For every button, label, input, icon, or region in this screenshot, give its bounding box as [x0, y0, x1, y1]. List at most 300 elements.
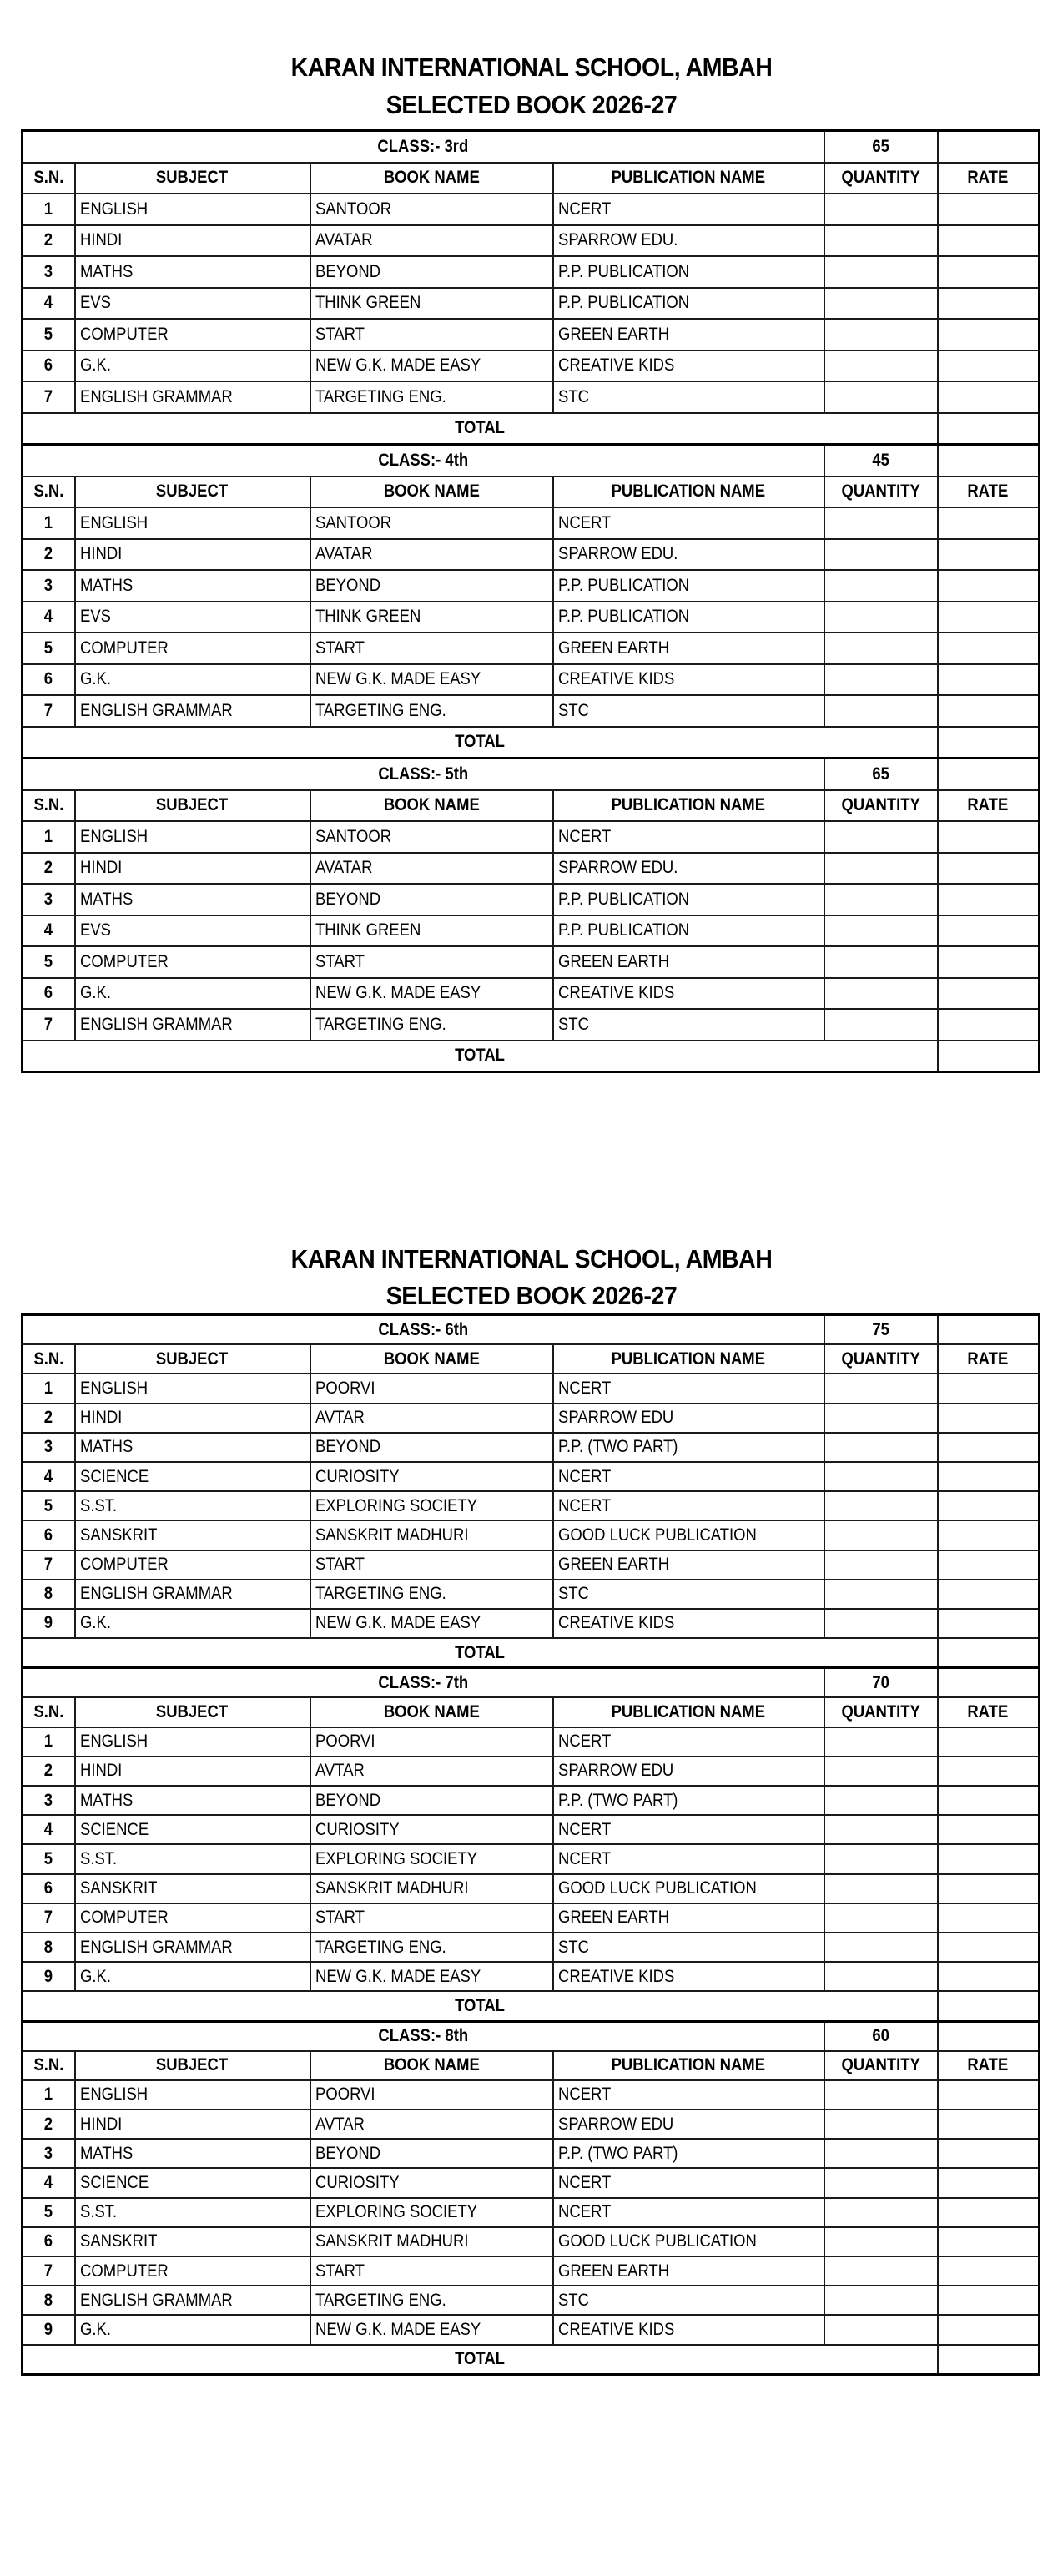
subject-cell-text: ENGLISH GRAMMAR: [79, 386, 233, 406]
table-row: [23, 1462, 1040, 1491]
table-row: [23, 507, 1040, 539]
publication-cell-text: CREATIVE KIDS: [557, 2319, 674, 2339]
serial-number-text: 6: [44, 983, 53, 1003]
subject-cell: [75, 2080, 310, 2110]
table-row: [23, 539, 1040, 571]
serial-number: [23, 1580, 75, 1609]
publication-cell: [553, 1374, 824, 1403]
serial-number: [23, 288, 75, 320]
book-name-cell: [310, 319, 553, 350]
class-rate-cell: [938, 445, 1040, 476]
serial-number: [23, 350, 75, 382]
subject-cell-text: HINDI: [79, 2114, 122, 2134]
serial-number-text: 5: [44, 1495, 53, 1515]
serial-number: [23, 915, 75, 947]
publication-cell-text: P.P. PUBLICATION: [557, 920, 689, 940]
serial-number-text: 7: [44, 1555, 53, 1575]
quantity-cell: [824, 350, 938, 382]
subject-cell: [75, 507, 310, 539]
publication-cell-text: NCERT: [557, 2173, 611, 2193]
book-name-cell: [310, 695, 553, 727]
serial-number: [23, 695, 75, 727]
rate-cell: [938, 2256, 1040, 2286]
publication-cell: [553, 1786, 824, 1815]
quantity-cell: [824, 570, 938, 602]
publication-cell-text: GREEN EARTH: [557, 638, 669, 658]
table-row: [23, 288, 1040, 320]
serial-number-text: 7: [44, 700, 53, 720]
serial-number-text: 5: [44, 1848, 53, 1868]
subject-cell: [75, 915, 310, 947]
quantity-cell: [824, 2227, 938, 2256]
column-header-sn-text: S.N.: [33, 2055, 64, 2075]
class-label: [23, 2021, 824, 2051]
subject-cell-text: G.K.: [79, 983, 111, 1003]
subject-cell-text: ENGLISH GRAMMAR: [79, 700, 233, 720]
column-header-sn: [23, 2051, 75, 2080]
column-header-sn: [23, 476, 75, 508]
table-row: [23, 602, 1040, 633]
table-row: [23, 821, 1040, 853]
table-row: [23, 256, 1040, 288]
publication-cell: [553, 2227, 824, 2256]
subject-cell-text: G.K.: [79, 355, 111, 376]
column-header-subject-text: SUBJECT: [156, 481, 229, 502]
subject-cell-text: HINDI: [79, 1408, 122, 1428]
class-label-text: CLASS:- 7th: [378, 1672, 469, 1692]
quantity-cell: [824, 821, 938, 853]
publication-cell-text: P.P. (TWO PART): [557, 2143, 678, 2163]
serial-number: [23, 633, 75, 664]
total-label-text: TOTAL: [455, 732, 506, 752]
serial-number: [23, 1815, 75, 1844]
column-header-subject: [75, 476, 310, 508]
column-header-publication: [553, 790, 824, 822]
book-name-cell: [310, 1962, 553, 1991]
total-rate-cell: [938, 1991, 1040, 2021]
book-name-cell-text: BEYOND: [315, 261, 380, 281]
column-header-sn-text: S.N.: [33, 795, 64, 815]
quantity-cell: [824, 1404, 938, 1433]
book-name-cell: [310, 1844, 553, 1873]
school-name: KARAN INTERNATIONAL SCHOOL, AMBAH: [290, 53, 773, 82]
table-row: [23, 1580, 1040, 1609]
serial-number: [23, 2227, 75, 2256]
subject-cell: [75, 2139, 310, 2168]
book-name-cell-text: START: [315, 1908, 365, 1928]
subject-cell: [75, 1550, 310, 1580]
table-row: [23, 319, 1040, 350]
publication-cell-text: NCERT: [557, 512, 611, 532]
serial-number-text: 7: [44, 1014, 53, 1034]
class-rate-cell: [938, 759, 1040, 790]
column-header-subject-text: SUBJECT: [156, 795, 229, 815]
serial-number: [23, 978, 75, 1010]
subject-cell: [75, 1433, 310, 1462]
subject-cell-text: SCIENCE: [79, 2173, 149, 2193]
class-quantity-text: 65: [872, 136, 889, 156]
column-header-publication-text: PUBLICATION NAME: [611, 2055, 766, 2075]
table-row: [23, 1727, 1040, 1757]
column-header-book-text: BOOK NAME: [383, 481, 480, 502]
table-row: [23, 570, 1040, 602]
rate-cell: [938, 2110, 1040, 2139]
serial-number-text: 2: [44, 1761, 53, 1781]
subject-cell: [75, 319, 310, 350]
quantity-cell: [824, 1491, 938, 1520]
subject-cell: [75, 1757, 310, 1786]
subject-cell-text: S.ST.: [79, 2202, 117, 2222]
column-header-quantity: [824, 163, 938, 194]
book-name-cell-text: EXPLORING SOCIETY: [315, 1848, 477, 1868]
rate-cell: [938, 1903, 1040, 1933]
subject-cell: [75, 194, 310, 225]
publication-cell-text: SPARROW EDU: [557, 2114, 673, 2134]
serial-number-text: 4: [44, 607, 53, 627]
subject-cell: [75, 1462, 310, 1491]
book-name-cell: [310, 602, 553, 633]
subject-cell: [75, 1903, 310, 1933]
subject-cell-text: ENGLISH: [79, 826, 148, 846]
publication-cell: [553, 288, 824, 320]
publication-cell: [553, 1009, 824, 1041]
publication-cell: [553, 1609, 824, 1638]
subject-cell: [75, 2227, 310, 2256]
class-label: [23, 759, 824, 790]
book-name-cell: [310, 1874, 553, 1903]
serial-number-text: 2: [44, 1408, 53, 1428]
table-row: [23, 1815, 1040, 1844]
column-header-sn: [23, 790, 75, 822]
publication-cell-text: GREEN EARTH: [557, 1908, 669, 1928]
serial-number: [23, 1962, 75, 1991]
book-name-cell-text: SANSKRIT MADHURI: [315, 1878, 468, 1898]
publication-cell: [553, 1874, 824, 1903]
column-header-quantity-text: QUANTITY: [841, 1702, 920, 1722]
rate-cell: [938, 1520, 1040, 1550]
subject-cell: [75, 695, 310, 727]
subject-cell-text: S.ST.: [79, 1495, 117, 1515]
book-name-cell-text: START: [315, 1555, 365, 1575]
class-rate-cell: [938, 2021, 1040, 2051]
serial-number-text: 6: [44, 355, 53, 376]
book-name-cell-text: POORVI: [315, 1378, 375, 1398]
subject-cell-text: ENGLISH GRAMMAR: [79, 1584, 233, 1604]
serial-number: [23, 1844, 75, 1873]
column-header-subject: [75, 790, 310, 822]
publication-cell: [553, 853, 824, 885]
serial-number-text: 2: [44, 2114, 53, 2134]
serial-number: [23, 2256, 75, 2286]
subject-cell: [75, 288, 310, 320]
book-name-cell-text: START: [315, 951, 365, 971]
subject-cell-text: EVS: [79, 293, 111, 313]
publication-cell-text: P.P. PUBLICATION: [557, 261, 689, 281]
book-name-cell: [310, 1609, 553, 1638]
book-name-cell-text: START: [315, 324, 365, 344]
serial-number-text: 3: [44, 261, 53, 281]
class-quantity-text: 75: [872, 1319, 889, 1339]
subject-cell: [75, 225, 310, 257]
book-name-cell-text: NEW G.K. MADE EASY: [315, 355, 481, 376]
serial-number-text: 6: [44, 1525, 53, 1545]
publication-cell: [553, 915, 824, 947]
publication-cell-text: NCERT: [557, 199, 611, 219]
serial-number: [23, 1757, 75, 1786]
class-header-row: [23, 131, 1040, 163]
column-header-rate: [938, 163, 1040, 194]
subject-cell: [75, 570, 310, 602]
subject-cell: [75, 602, 310, 633]
column-header-publication: [553, 1697, 824, 1727]
class-header-row: [23, 1315, 1040, 1345]
book-name-cell-text: AVTAR: [315, 2114, 365, 2134]
subject-cell: [75, 1933, 310, 1962]
column-header-rate-text: RATE: [967, 481, 1009, 502]
serial-number: [23, 1491, 75, 1520]
total-row: [23, 413, 1040, 445]
serial-number-text: 4: [44, 2173, 53, 2193]
serial-number-text: 7: [44, 2261, 53, 2281]
total-row: [23, 727, 1040, 759]
serial-number-text: 1: [44, 1732, 53, 1752]
subject-cell-text: COMPUTER: [79, 1555, 169, 1575]
table-row: [23, 381, 1040, 413]
publication-cell-text: GREEN EARTH: [557, 1555, 669, 1575]
subject-cell-text: ENGLISH GRAMMAR: [79, 2290, 233, 2310]
total-label: [23, 2345, 938, 2375]
column-header-row: [23, 163, 1040, 194]
table-row: [23, 350, 1040, 382]
subject-cell-text: G.K.: [79, 1966, 111, 1986]
book-name-cell-text: SANSKRIT MADHURI: [315, 2231, 468, 2251]
total-label: [23, 1638, 938, 1668]
serial-number: [23, 2139, 75, 2168]
serial-number: [23, 1550, 75, 1580]
quantity-cell: [824, 1580, 938, 1609]
class-header-row: [23, 2021, 1040, 2051]
quantity-cell: [824, 1786, 938, 1815]
book-name-cell: [310, 2198, 553, 2227]
publication-cell: [553, 978, 824, 1010]
total-label: [23, 413, 938, 445]
book-name-cell: [310, 1404, 553, 1433]
rate-cell: [938, 884, 1040, 915]
publication-cell: [553, 225, 824, 257]
rate-cell: [938, 1844, 1040, 1873]
rate-cell: [938, 1609, 1040, 1638]
serial-number-text: 4: [44, 920, 53, 940]
table-row: [23, 1903, 1040, 1933]
rate-cell: [938, 1491, 1040, 1520]
book-name-cell-text: AVATAR: [315, 230, 372, 250]
book-name-cell: [310, 381, 553, 413]
table-row: [23, 946, 1040, 978]
publication-cell: [553, 1491, 824, 1520]
column-header-row: [23, 2051, 1040, 2080]
publication-cell: [553, 1962, 824, 1991]
book-name-cell: [310, 1786, 553, 1815]
book-name-cell: [310, 507, 553, 539]
book-name-cell: [310, 256, 553, 288]
column-header-publication-text: PUBLICATION NAME: [611, 1702, 766, 1722]
publication-cell: [553, 695, 824, 727]
publication-cell: [553, 2256, 824, 2286]
class-quantity: [824, 445, 938, 476]
column-header-book-text: BOOK NAME: [383, 2055, 480, 2075]
rate-cell: [938, 1404, 1040, 1433]
serial-number: [23, 2286, 75, 2315]
publication-cell: [553, 633, 824, 664]
column-header-rate: [938, 476, 1040, 508]
book-name-cell-text: NEW G.K. MADE EASY: [315, 1966, 481, 1986]
total-label-text: TOTAL: [455, 2349, 506, 2369]
publication-cell: [553, 570, 824, 602]
book-name-cell: [310, 1933, 553, 1962]
book-name-cell: [310, 2286, 553, 2315]
subject-cell-text: G.K.: [79, 669, 111, 689]
book-name-cell: [310, 978, 553, 1010]
quantity-cell: [824, 1433, 938, 1462]
subject-cell: [75, 978, 310, 1010]
book-name-cell: [310, 539, 553, 571]
book-name-cell: [310, 915, 553, 947]
book-name-cell-text: NEW G.K. MADE EASY: [315, 983, 481, 1003]
table-row: [23, 884, 1040, 915]
quantity-cell: [824, 507, 938, 539]
book-name-cell-text: AVTAR: [315, 1408, 365, 1428]
total-row: [23, 1041, 1040, 1072]
column-header-quantity: [824, 2051, 938, 2080]
quantity-cell: [824, 2080, 938, 2110]
book-name-cell-text: TARGETING ENG.: [315, 1937, 446, 1957]
serial-number: [23, 2110, 75, 2139]
column-header-rate: [938, 2051, 1040, 2080]
rate-cell: [938, 1962, 1040, 1991]
publication-cell: [553, 946, 824, 978]
serial-number-text: 7: [44, 1908, 53, 1928]
table-row: [23, 1609, 1040, 1638]
subject-cell-text: ENGLISH: [79, 199, 148, 219]
subject-cell-text: MATHS: [79, 1790, 133, 1810]
table-row: [23, 1844, 1040, 1873]
class-quantity: [824, 131, 938, 163]
class-rate-cell: [938, 131, 1040, 163]
publication-cell: [553, 884, 824, 915]
book-name-cell-text: EXPLORING SOCIETY: [315, 1495, 477, 1515]
column-header-book: [310, 476, 553, 508]
rate-cell: [938, 319, 1040, 350]
book-name-cell-text: BEYOND: [315, 1437, 380, 1457]
serial-number: [23, 319, 75, 350]
quantity-cell: [824, 1609, 938, 1638]
serial-number-text: 4: [44, 1466, 53, 1486]
subject-cell: [75, 2286, 310, 2315]
table-row: [23, 1404, 1040, 1433]
quantity-cell: [824, 946, 938, 978]
column-header-quantity: [824, 1344, 938, 1374]
subject-cell: [75, 1491, 310, 1520]
rate-cell: [938, 2198, 1040, 2227]
serial-number: [23, 539, 75, 571]
rate-cell: [938, 194, 1040, 225]
publication-cell: [553, 1757, 824, 1786]
quantity-cell: [824, 602, 938, 633]
column-header-subject: [75, 1344, 310, 1374]
rate-cell: [938, 821, 1040, 853]
book-name-cell: [310, 2139, 553, 2168]
quantity-cell: [824, 1462, 938, 1491]
subject-cell-text: COMPUTER: [79, 1908, 169, 1928]
total-label: [23, 1041, 938, 1072]
serial-number: [23, 2315, 75, 2344]
rate-cell: [938, 2227, 1040, 2256]
rate-cell: [938, 256, 1040, 288]
subject-cell-text: EVS: [79, 920, 111, 940]
rate-cell: [938, 1580, 1040, 1609]
book-name-cell-text: BEYOND: [315, 889, 380, 909]
table-row: [23, 2110, 1040, 2139]
serial-number-text: 1: [44, 512, 53, 532]
subject-cell-text: ENGLISH GRAMMAR: [79, 1014, 233, 1034]
serial-number-text: 3: [44, 1790, 53, 1810]
serial-number: [23, 2168, 75, 2197]
book-name-cell: [310, 1815, 553, 1844]
column-header-rate-text: RATE: [967, 1702, 1009, 1722]
serial-number: [23, 570, 75, 602]
class-quantity: [824, 1668, 938, 1698]
subject-cell-text: EVS: [79, 607, 111, 627]
serial-number: [23, 1933, 75, 1962]
publication-cell: [553, 2198, 824, 2227]
subject-cell-text: COMPUTER: [79, 2261, 169, 2281]
table-row: [23, 1962, 1040, 1991]
publication-cell: [553, 1520, 824, 1550]
column-header-row: [23, 790, 1040, 822]
rate-cell: [938, 946, 1040, 978]
rate-cell: [938, 1874, 1040, 1903]
total-rate-cell: [938, 727, 1040, 759]
serial-number: [23, 381, 75, 413]
publication-cell-text: CREATIVE KIDS: [557, 355, 674, 376]
subject-cell-text: G.K.: [79, 2319, 111, 2339]
serial-number-text: 8: [44, 2290, 53, 2310]
column-header-quantity: [824, 1697, 938, 1727]
quantity-cell: [824, 381, 938, 413]
subject-cell: [75, 1815, 310, 1844]
publication-cell: [553, 2286, 824, 2315]
subject-cell-text: HINDI: [79, 544, 122, 564]
serial-number: [23, 884, 75, 915]
rate-cell: [938, 381, 1040, 413]
serial-number: [23, 2080, 75, 2110]
rate-cell: [938, 1727, 1040, 1757]
subject-cell-text: G.K.: [79, 1613, 111, 1633]
rate-cell: [938, 539, 1040, 571]
column-header-sn-text: S.N.: [33, 481, 64, 502]
serial-number-text: 9: [44, 1966, 53, 1986]
quantity-cell: [824, 1874, 938, 1903]
column-header-rate: [938, 790, 1040, 822]
publication-cell-text: NCERT: [557, 2084, 611, 2105]
subject-cell-text: HINDI: [79, 230, 122, 250]
column-header-book-text: BOOK NAME: [383, 168, 480, 188]
book-name-cell-text: CURIOSITY: [315, 1819, 400, 1839]
column-header-subject-text: SUBJECT: [156, 1348, 229, 1369]
book-name-cell: [310, 1520, 553, 1550]
quantity-cell: [824, 1520, 938, 1550]
book-name-cell-text: SANTOOR: [315, 512, 391, 532]
